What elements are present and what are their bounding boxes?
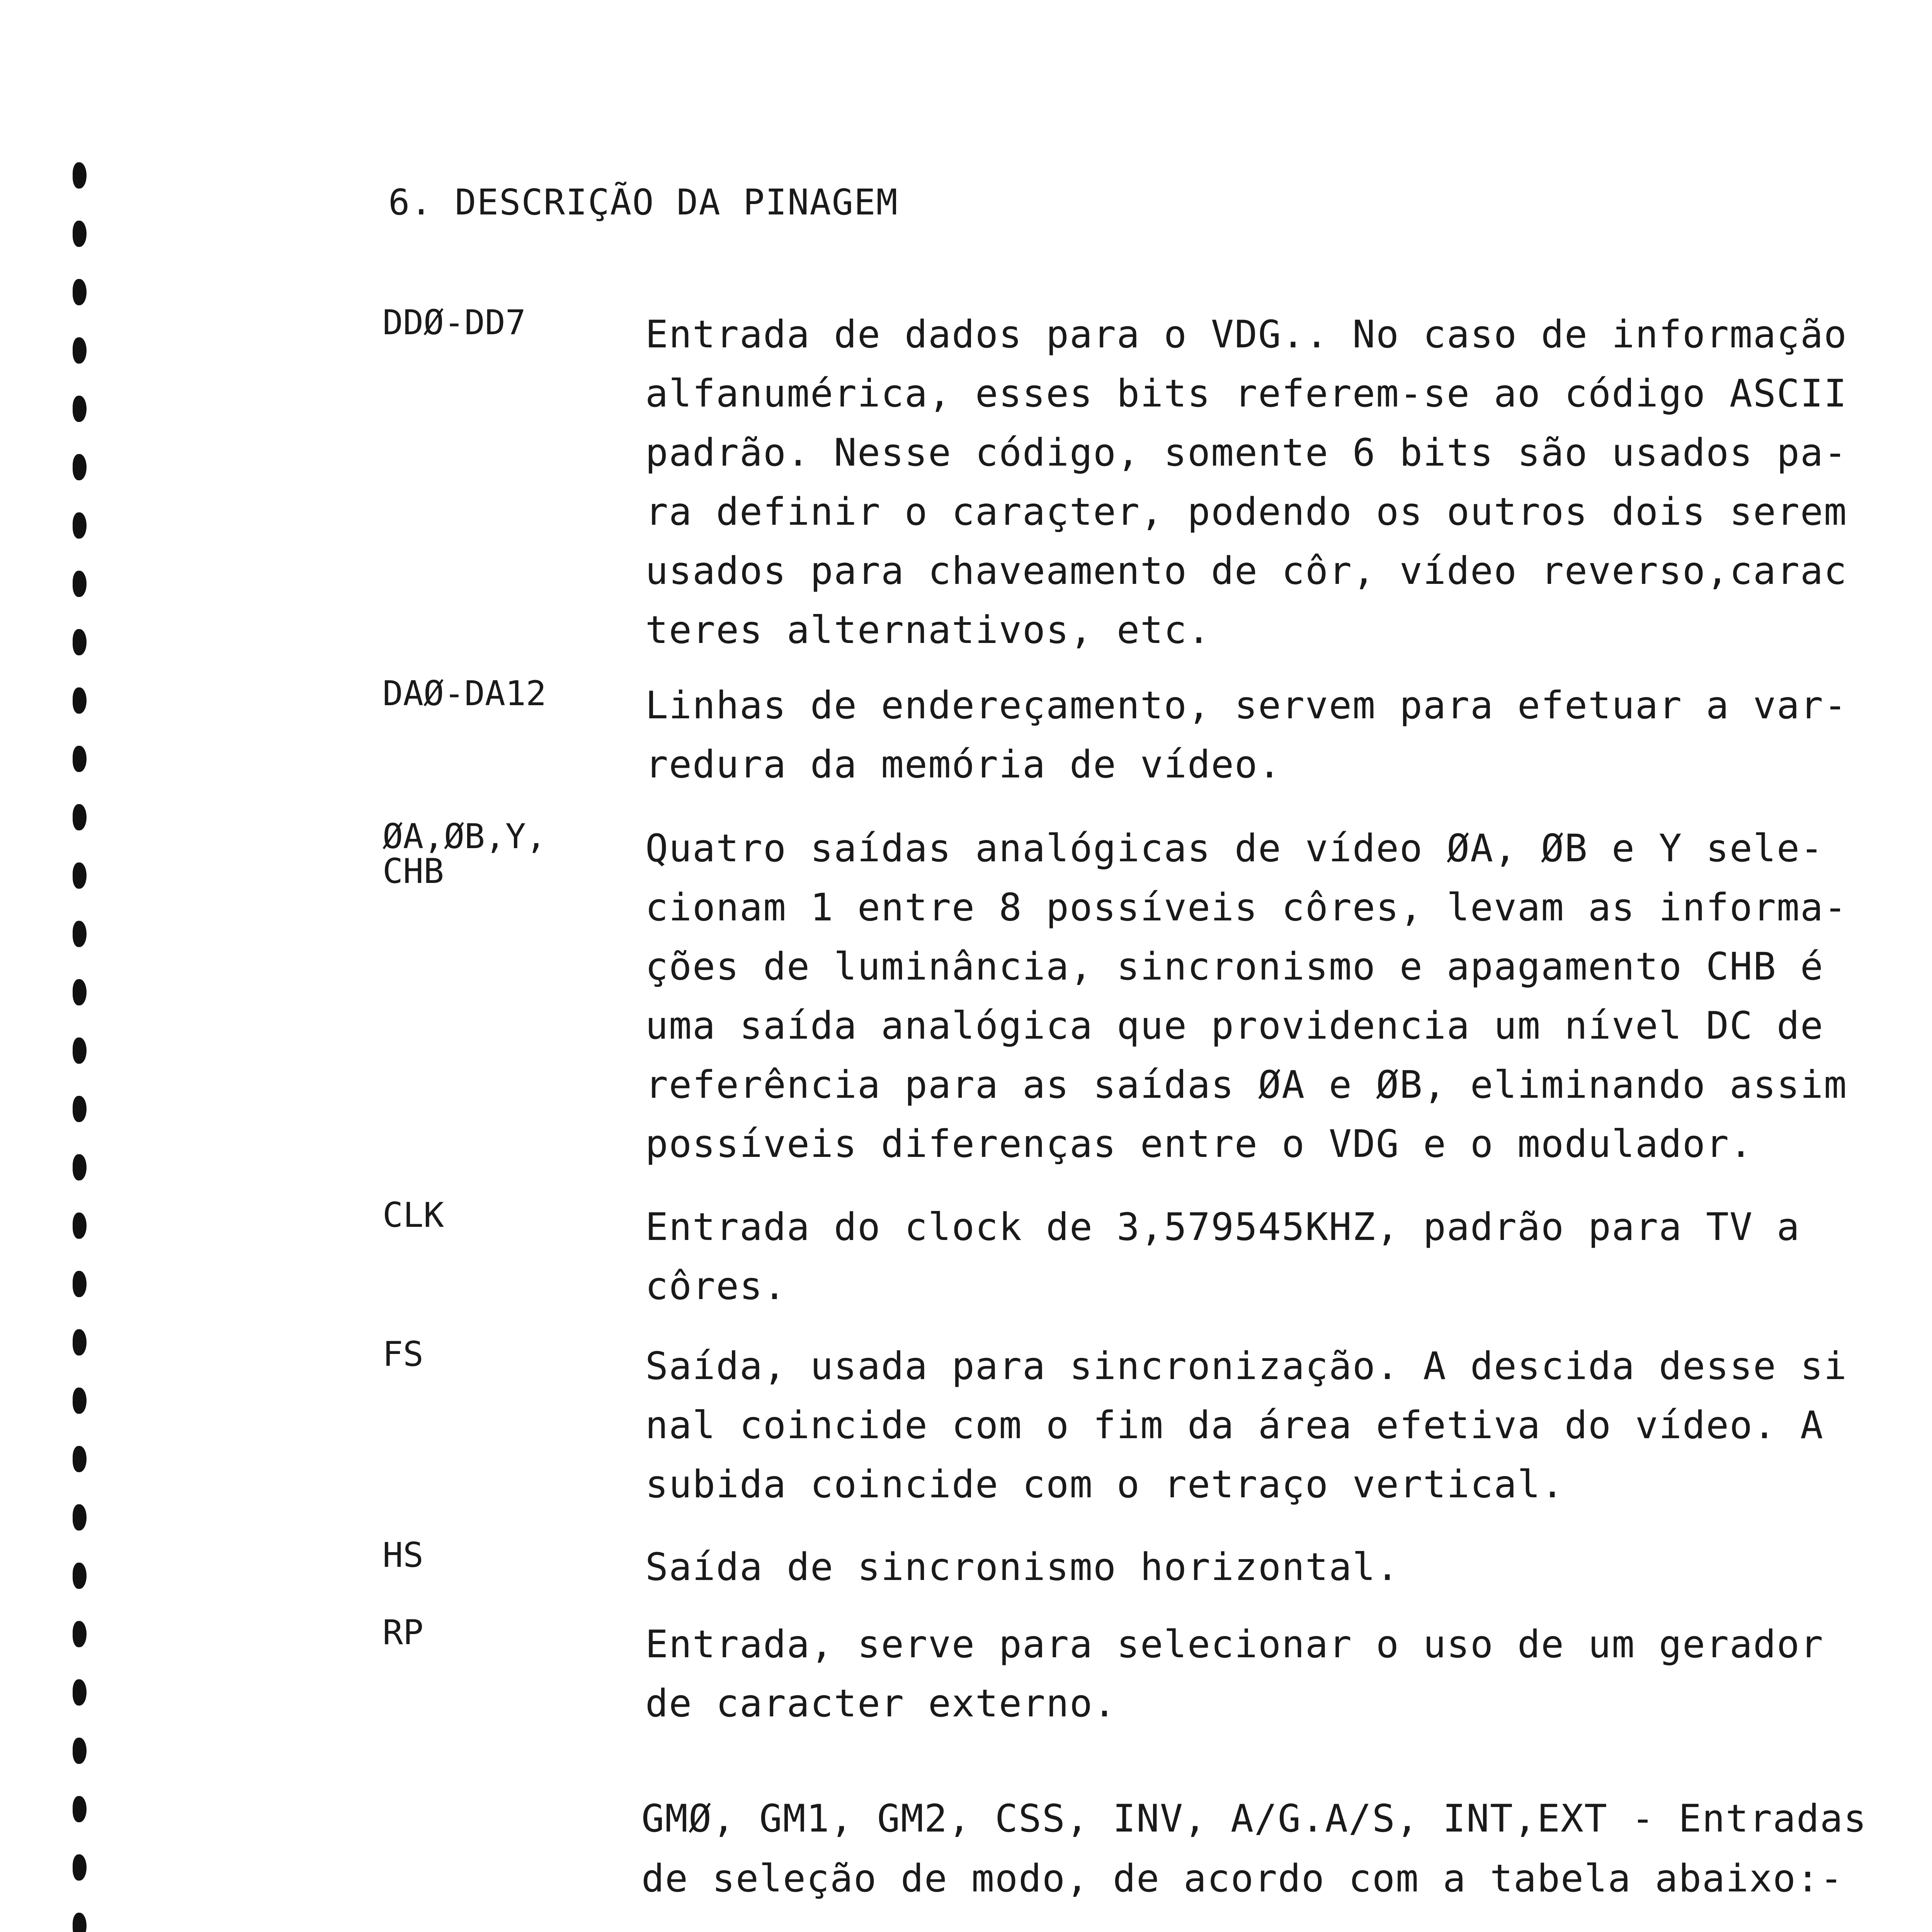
- pin-description: [645, 676, 1874, 794]
- binding-mark: [73, 921, 87, 947]
- binding-holes: [66, 162, 100, 1932]
- pin-description-line: uma saída analógica que providencia um nível DC de: [645, 1004, 1824, 1048]
- pin-description-line: Entrada do clock de 3,579545KHZ, padrão para TV a: [645, 1205, 1801, 1249]
- pin-description: [645, 1337, 1874, 1514]
- pin-description-line: Entrada de dados para o VDG.. No caso de informação: [645, 313, 1848, 357]
- pin-description-line: côres.: [645, 1264, 787, 1308]
- binding-mark: [73, 1213, 87, 1239]
- pin-description-line: Saída, usada para sincronização. A descida desse si: [645, 1344, 1848, 1388]
- binding-mark: [73, 221, 87, 247]
- pin-label: RP: [383, 1612, 423, 1652]
- binding-mark: [73, 1271, 87, 1297]
- pin-label: DDØ-DD7: [383, 303, 526, 342]
- binding-mark: [73, 1913, 87, 1932]
- mode-selection-paragraph: [641, 1789, 1901, 1909]
- binding-mark: [73, 1563, 87, 1589]
- binding-mark: [73, 979, 87, 1005]
- pin-description-line: cionam 1 entre 8 possíveis côres, levam as informa-: [645, 886, 1848, 930]
- pin-description: [645, 1615, 1874, 1733]
- binding-mark: [73, 1504, 87, 1531]
- mode-line: de seleção de modo, de acordo com a tabela abaixo:-: [641, 1857, 1844, 1901]
- pin-description-line: usados para chaveamento de côr, vídeo reverso,carac: [645, 549, 1848, 593]
- page-title: 6. DESCRIÇÃO DA PINAGEM: [388, 182, 898, 223]
- pin-description-line: Quatro saídas analógicas de vídeo ØA, ØB e Y sele-: [645, 827, 1824, 871]
- pin-description-line: padrão. Nesse código, somente 6 bits são usados pa-: [645, 431, 1848, 475]
- binding-mark: [73, 512, 87, 539]
- binding-mark: [73, 862, 87, 889]
- pin-description-line: possíveis diferenças entre o VDG e o modulador.: [645, 1122, 1753, 1166]
- binding-mark: [73, 1096, 87, 1122]
- pin-description-line: de caracter externo.: [645, 1682, 1117, 1726]
- pin-description: [645, 305, 1874, 660]
- binding-mark: [73, 1621, 87, 1647]
- pin-description-line: Entrada, serve para selecionar o uso de um gerador: [645, 1622, 1824, 1667]
- binding-mark: [73, 1854, 87, 1881]
- binding-mark: [73, 746, 87, 772]
- binding-mark: [73, 1154, 87, 1180]
- pin-description-line: Linhas de endereçamento, servem para efetuar a var-: [645, 684, 1848, 728]
- pin-label: DAØ-DA12: [383, 673, 546, 713]
- pin-description-line: referência para as saídas ØA e ØB, eliminando assim: [645, 1063, 1848, 1107]
- binding-mark: [73, 1037, 87, 1064]
- pin-description-line: ções de luminância, sincronismo e apagamento CHB é: [645, 945, 1824, 989]
- binding-mark: [73, 337, 87, 364]
- binding-mark: [73, 629, 87, 655]
- pin-description-line: alfanumérica, esses bits referem-se ao código ASCII: [645, 372, 1848, 416]
- binding-mark: [73, 162, 87, 189]
- pin-description: [645, 1198, 1874, 1316]
- binding-mark: [73, 396, 87, 422]
- pin-description-line: ra definir o caraçter, podendo os outros dois serem: [645, 490, 1848, 534]
- pin-description-line: teres alternativos, etc.: [645, 608, 1211, 652]
- binding-mark: [73, 571, 87, 597]
- binding-mark: [73, 454, 87, 480]
- binding-mark: [73, 1388, 87, 1414]
- pin-description-line: nal coincide com o fim da área efetiva do vídeo. A: [645, 1403, 1824, 1447]
- mode-line: GMØ, GM1, GM2, CSS, INV, A/G.A/S, INT,EXT - Entradas: [641, 1797, 1867, 1841]
- pin-description-line: Saída de sincronismo horizontal.: [645, 1545, 1400, 1589]
- binding-mark: [73, 1738, 87, 1764]
- pin-label: FS: [383, 1334, 423, 1374]
- pin-description: [645, 819, 1874, 1174]
- binding-mark: [73, 279, 87, 305]
- pin-description-line: subida coincide com o retraço vertical.: [645, 1463, 1565, 1507]
- pin-label: ØA,ØB,Y, CHB: [383, 816, 546, 891]
- binding-mark: [73, 1329, 87, 1355]
- binding-mark: [73, 1796, 87, 1822]
- binding-mark: [73, 804, 87, 830]
- binding-mark: [73, 687, 87, 714]
- binding-mark: [73, 1679, 87, 1706]
- binding-mark: [73, 1446, 87, 1472]
- pin-description-line: redura da memória de vídeo.: [645, 743, 1282, 787]
- pin-description: [645, 1538, 1874, 1597]
- pin-label: HS: [383, 1535, 423, 1575]
- pin-label: CLK: [383, 1195, 444, 1235]
